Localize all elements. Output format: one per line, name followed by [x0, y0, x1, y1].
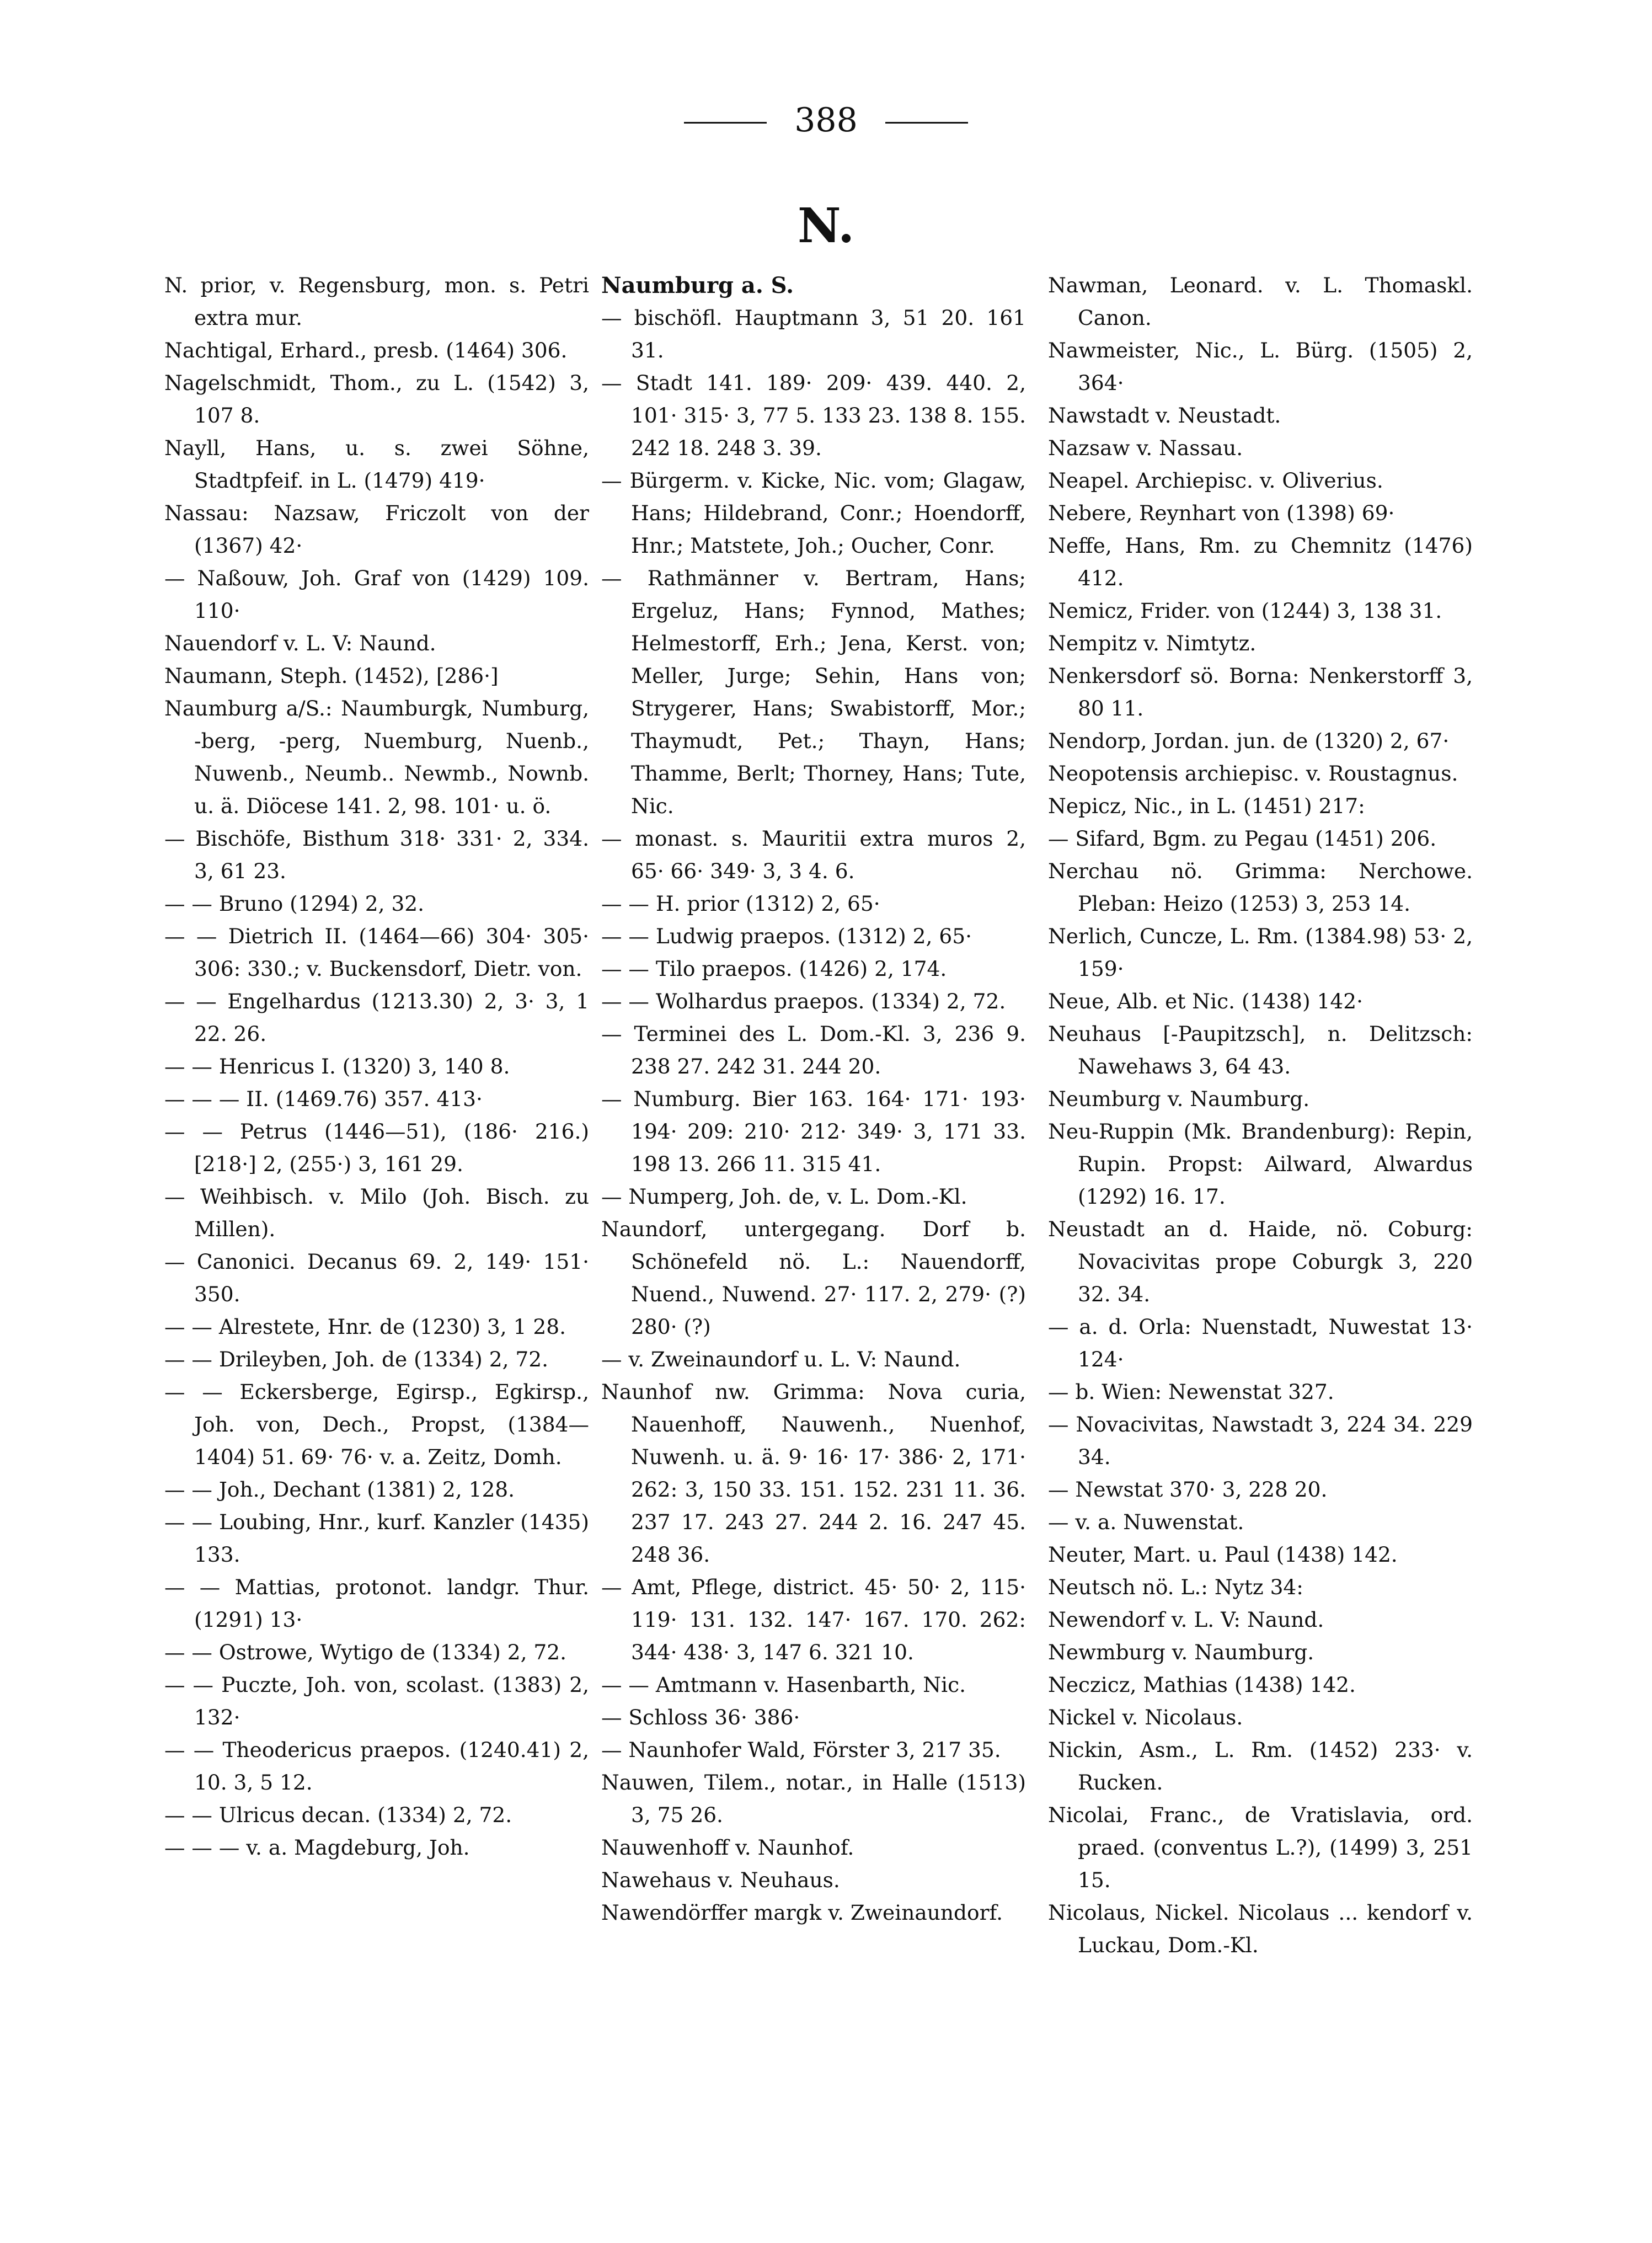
index-entry: Nawehaus v. Neuhaus. — [601, 1868, 840, 1892]
index-entry: — — Ludwig praepos. (1312) 2, 65· — [601, 924, 972, 948]
index-entry: — Bischöfe, Bisthum 318· 331· 2, 334. 3, 61 23. — [164, 826, 589, 883]
index-entry: — — Dietrich II. (1464—66) 304· 305· 306: 330.; v. Buckensdorf, Dietr. von. — [164, 924, 589, 981]
index-entry: — — Mattias, protonot. landgr. Thur. (1291) 13· — [164, 1575, 589, 1632]
index-entry: — Sifard, Bgm. zu Pegau (1451) 206. — [1048, 826, 1437, 851]
index-entry: — — Ostrowe, Wytigo de (1334) 2, 72. — [164, 1640, 567, 1664]
index-entry: Neustadt an d. Haide, nö. Coburg: Novacivitas prope Coburgk 3, 220 32. 34. — [1048, 1217, 1473, 1306]
index-entry: Newendorf v. L. V: Naund. — [1048, 1608, 1324, 1632]
index-entry: Nicolai, Franc., de Vratislavia, ord. praed. (conventus L.?), (1499) 3, 251 15. — [1048, 1803, 1473, 1892]
index-entry: Naumburg a/S.: Naumburgk, Numburg, -berg, -perg, Nuemburg, Nuenb., Nuwenb., Neumb.. Newmb., Nownb. u. ä. Diöcese 141. 2, 98. 101· u. ö. — [164, 696, 589, 818]
index-entry: Nicolaus, Nickel. Nicolaus ... kendorf v. Luckau, Dom.-Kl. — [1048, 1900, 1473, 1957]
index-entry: — — — v. a. Magdeburg, Joh. — [164, 1835, 470, 1860]
index-entry: Nemicz, Frider. von (1244) 3, 138 31. — [1048, 599, 1442, 623]
index-entry: — Stadt 141. 189· 209· 439. 440. 2, 101· 315· 3, 77 5. 133 23. 138 8. 155. 242 18. 248 3. 39. — [601, 371, 1026, 460]
index-entry: Neczicz, Mathias (1438) 142. — [1048, 1673, 1356, 1697]
index-entry: — — Ulricus decan. (1334) 2, 72. — [164, 1803, 512, 1827]
index-entry: — Numperg, Joh. de, v. L. Dom.-Kl. — [601, 1184, 967, 1209]
index-entry: — Amt, Pflege, district. 45· 50· 2, 115· 119· 131. 132. 147· 167. 170. 262: 344· 438· 3, 147 6. 321 10. — [601, 1575, 1026, 1664]
index-entry: Neumburg v. Naumburg. — [1048, 1087, 1310, 1111]
index-entry: — — — II. (1469.76) 357. 413· — [164, 1087, 483, 1111]
index-entry: Nayll, Hans, u. s. zwei Söhne, Stadtpfeif. in L. (1479) 419· — [164, 436, 589, 493]
index-entry: — — Engelhardus (1213.30) 2, 3· 3, 1 22. 26. — [164, 989, 589, 1046]
index-entry: Nawstadt v. Neustadt. — [1048, 403, 1281, 428]
index-entry: — Canonici. Decanus 69. 2, 149· 151· 350. — [164, 1249, 589, 1306]
index-entry: N. prior, v. Regensburg, mon. s. Petri extra mur. — [164, 273, 589, 330]
index-entry: Nickel v. Nicolaus. — [1048, 1705, 1243, 1729]
index-entry: Newmburg v. Naumburg. — [1048, 1640, 1314, 1664]
index-entry: Nawendörffer margk v. Zweinaundorf. — [601, 1900, 1003, 1925]
index-entry: Neffe, Hans, Rm. zu Chemnitz (1476) 412. — [1048, 533, 1473, 590]
index-entry: — Terminei des L. Dom.-Kl. 3, 236 9. 238 27. 242 31. 244 20. — [601, 1022, 1026, 1078]
index-entry: — v. a. Nuwenstat. — [1048, 1510, 1244, 1534]
index-entry: Nawman, Leonard. v. L. Thomaskl. Canon. — [1048, 273, 1473, 330]
index-entry: — Novacivitas, Nawstadt 3, 224 34. 229 34. — [1048, 1412, 1473, 1469]
index-entry: — — Amtmann v. Hasenbarth, Nic. — [601, 1673, 966, 1697]
index-entry: Nauwenhoff v. Naunhof. — [601, 1835, 854, 1860]
index-entry: — — Puczte, Joh. von, scolast. (1383) 2, 132· — [164, 1673, 589, 1729]
index-entry: Nerlich, Cuncze, L. Rm. (1384.98) 53· 2, 159· — [1048, 924, 1473, 981]
index-entry: Neu-Ruppin (Mk. Brandenburg): Repin, Rupin. Propst: Ailward, Alwardus (1292) 16. 17. — [1048, 1119, 1473, 1209]
index-entry: Neapel. Archiepisc. v. Oliverius. — [1048, 468, 1383, 493]
index-entry: — Schloss 36· 386· — [601, 1705, 800, 1729]
index-entry: — — Theodericus praepos. (1240.41) 2, 10. 3, 5 12. — [164, 1738, 589, 1795]
index-entry: — — Alrestete, Hnr. de (1230) 3, 1 28. — [164, 1315, 566, 1339]
index-column-3 — [1048, 269, 1473, 1962]
index-entry: Naundorf, untergegang. Dorf b. Schönefeld nö. L.: Nauendorff, Nuend., Nuwend. 27· 117. 2, 279· (?) 280· (?) — [601, 1217, 1026, 1339]
index-entry: Nenkersdorf sö. Borna: Nenkerstorff 3, 80 11. — [1048, 664, 1473, 720]
index-entry: Nauendorf v. L. V: Naund. — [164, 631, 436, 655]
index-entry: — — Joh., Dechant (1381) 2, 128. — [164, 1477, 515, 1502]
index-entry: — — Eckersberge, Egirsp., Egkirsp., Joh. von, Dech., Propst, (1384—1404) 51. 69· 76· v. a. Zeitz, Domh. — [164, 1380, 589, 1469]
index-entry: Neue, Alb. et Nic. (1438) 142· — [1048, 989, 1364, 1013]
index-entry: Nickin, Asm., L. Rm. (1452) 233· v. Rucken. — [1048, 1738, 1473, 1795]
index-entry: — — Petrus (1446—51), (186· 216.) [218·] 2, (255·) 3, 161 29. — [164, 1119, 589, 1176]
index-entry: Neopotensis archiepisc. v. Roustagnus. — [1048, 761, 1458, 786]
index-entry: Nauwen, Tilem., notar., in Halle (1513) 3, 75 26. — [601, 1770, 1026, 1827]
index-entry: — Naunhofer Wald, Förster 3, 217 35. — [601, 1738, 1001, 1762]
index-entry: Naunhof nw. Grimma: Nova curia, Nauenhoff, Nauwenh., Nuenhof, Nuwenh. u. ä. 9· 16· 17· 386· 2, 171· 262: 3, 150 33. 151. 152. 231 11. 36. 237 17. 243 27. 244 2. 16. 247 45. 248 36. — [601, 1380, 1026, 1567]
index-entry: Neuhaus [-Paupitzsch], n. Delitzsch: Nawehaws 3, 64 43. — [1048, 1022, 1473, 1078]
index-entry: — — H. prior (1312) 2, 65· — [601, 891, 880, 916]
index-entry: Nachtigal, Erhard., presb. (1464) 306. — [164, 338, 568, 362]
index-entry: — — Henricus I. (1320) 3, 140 8. — [164, 1054, 510, 1078]
index-column-1 — [164, 269, 589, 1864]
index-entry: Nazsaw v. Nassau. — [1048, 436, 1243, 460]
index-entry: — Rathmänner v. Bertram, Hans; Ergeluz, Hans; Fynnod, Mathes; Helmestorff, Erh.; Jena, Kerst. von; Meller, Jurge; Sehin, Hans von; Strygerer, Hans; Swabistorff, Mor.; Thaymudt, Pet.; Thayn, Hans; Thamme, Berlt; Thorney, Hans; Tute, Nic. — [601, 566, 1026, 818]
index-entry: Nendorp, Jordan. jun. de (1320) 2, 67· — [1048, 729, 1450, 753]
index-entry: Neutsch nö. L.: Nytz 34: — [1048, 1575, 1303, 1599]
index-entry: Nebere, Reynhart von (1398) 69· — [1048, 501, 1395, 525]
index-entry: — Bürgerm. v. Kicke, Nic. vom; Glagaw, Hans; Hildebrand, Conr.; Hoendorff, Hnr.; Matstete, Joh.; Oucher, Conr. — [601, 468, 1026, 558]
index-entry: — — Wolhardus praepos. (1334) 2, 72. — [601, 989, 1006, 1013]
index-entry: — Newstat 370· 3, 228 20. — [1048, 1477, 1328, 1502]
index-entry: Nassau: Nazsaw, Friczolt von der (1367) 42· — [164, 501, 589, 558]
section-letter: N. — [797, 198, 855, 254]
index-entry: — — Drileyben, Joh. de (1334) 2, 72. — [164, 1347, 549, 1371]
index-entry: Naumburg a. S. — [601, 273, 794, 298]
index-entry: Nagelschmidt, Thom., zu L. (1542) 3, 107 8. — [164, 371, 589, 428]
header-rule-right — [885, 122, 968, 124]
index-entry: — monast. s. Mauritii extra muros 2, 65· 66· 349· 3, 3 4. 6. — [601, 826, 1026, 883]
index-entry: — b. Wien: Newenstat 327. — [1048, 1380, 1334, 1404]
index-entry: — Naßouw, Joh. Graf von (1429) 109. 110· — [164, 566, 589, 623]
index-entry: Nepicz, Nic., in L. (1451) 217: — [1048, 794, 1365, 818]
index-entry: — a. d. Orla: Nuenstadt, Nuwestat 13· 124· — [1048, 1315, 1473, 1371]
page-number: 388 — [794, 101, 858, 140]
index-entry: — v. Zweinaundorf u. L. V: Naund. — [601, 1347, 961, 1371]
index-entry: Nawmeister, Nic., L. Bürg. (1505) 2, 364· — [1048, 338, 1473, 395]
header-rule-left — [684, 122, 767, 124]
index-entry: — — Bruno (1294) 2, 32. — [164, 891, 425, 916]
index-entry: Nempitz v. Nimtytz. — [1048, 631, 1257, 655]
index-entry: — Numburg. Bier 163. 164· 171· 193· 194· 209: 210· 212· 349· 3, 171 33. 198 13. 266 11. 315 41. — [601, 1087, 1026, 1176]
index-column-2 — [601, 269, 1026, 1929]
index-entry: — — Loubing, Hnr., kurf. Kanzler (1435) 133. — [164, 1510, 589, 1567]
page-header — [0, 93, 1652, 148]
index-entry: — Weihbisch. v. Milo (Joh. Bisch. zu Millen). — [164, 1184, 589, 1241]
index-entry: Nerchau nö. Grimma: Nerchowe. Pleban: Heizo (1253) 3, 253 14. — [1048, 859, 1473, 916]
index-entry: Neuter, Mart. u. Paul (1438) 142. — [1048, 1542, 1398, 1567]
index-entry: — bischöfl. Hauptmann 3, 51 20. 161 31. — [601, 306, 1026, 362]
index-entry: Naumann, Steph. (1452), [286·] — [164, 664, 499, 688]
index-entry: — — Tilo praepos. (1426) 2, 174. — [601, 957, 947, 981]
